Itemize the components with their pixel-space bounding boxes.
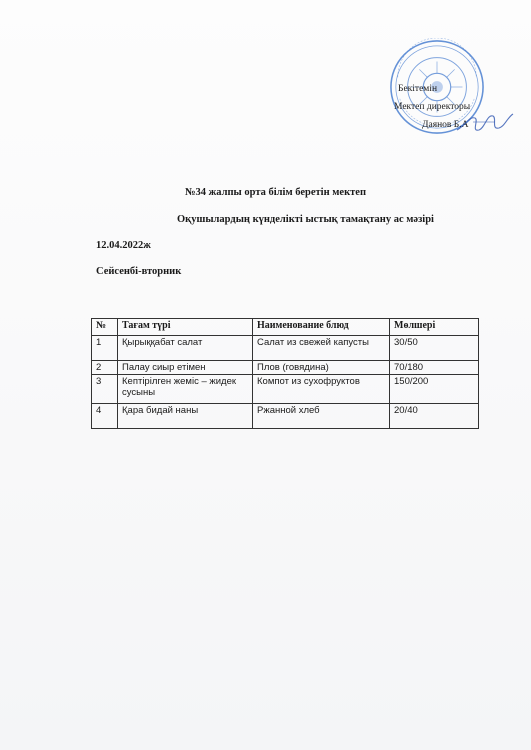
row-dish-type: Қара бидай наны	[118, 404, 253, 429]
row-amount: 70/180	[390, 361, 479, 375]
row-number: 1	[92, 336, 118, 361]
header-amount: Мөлшері	[390, 319, 479, 336]
director-name: Даянов Б.А	[422, 120, 469, 130]
menu-title: Оқушылардың күнделікті ыстық тамақтану ас мәзірі	[177, 214, 434, 225]
row-amount: 150/200	[390, 375, 479, 404]
row-dish-type: Кептірілген жеміс – жидек сусыны	[118, 375, 253, 404]
header-dish-name: Наименование блюд	[253, 319, 390, 336]
signature-icon	[455, 108, 515, 138]
school-title: №34 жалпы орта білім беретін мектеп	[184, 187, 366, 198]
row-dish-type: Палау сиыр етімен	[118, 361, 253, 375]
table-row	[92, 375, 479, 404]
row-dish-name: Салат из свежей капусты	[253, 336, 390, 361]
header-number: №	[92, 319, 118, 336]
row-dish-name: Компот из сухофруктов	[253, 375, 390, 404]
row-dish-name: Плов (говядина)	[253, 361, 390, 375]
director-position: Мектеп директоры	[394, 102, 471, 112]
table-row	[92, 404, 479, 429]
row-dish-type: Қырыққабат салат	[118, 336, 253, 361]
row-amount: 30/50	[390, 336, 479, 361]
row-number: 3	[92, 375, 118, 404]
menu-day: Сейсенбі-вторник	[96, 266, 182, 277]
menu-date: 12.04.2022ж	[96, 240, 151, 251]
row-number: 2	[92, 361, 118, 375]
approval-label: Бекітемін	[398, 84, 438, 94]
row-amount: 20/40	[390, 404, 479, 429]
header-dish-type: Тағам түрі	[118, 319, 253, 336]
row-dish-name: Ржанной хлеб	[253, 404, 390, 429]
table-header-row	[92, 319, 479, 336]
row-number: 4	[92, 404, 118, 429]
table-row	[92, 336, 479, 361]
table-row	[92, 361, 479, 375]
menu-table	[91, 318, 479, 429]
